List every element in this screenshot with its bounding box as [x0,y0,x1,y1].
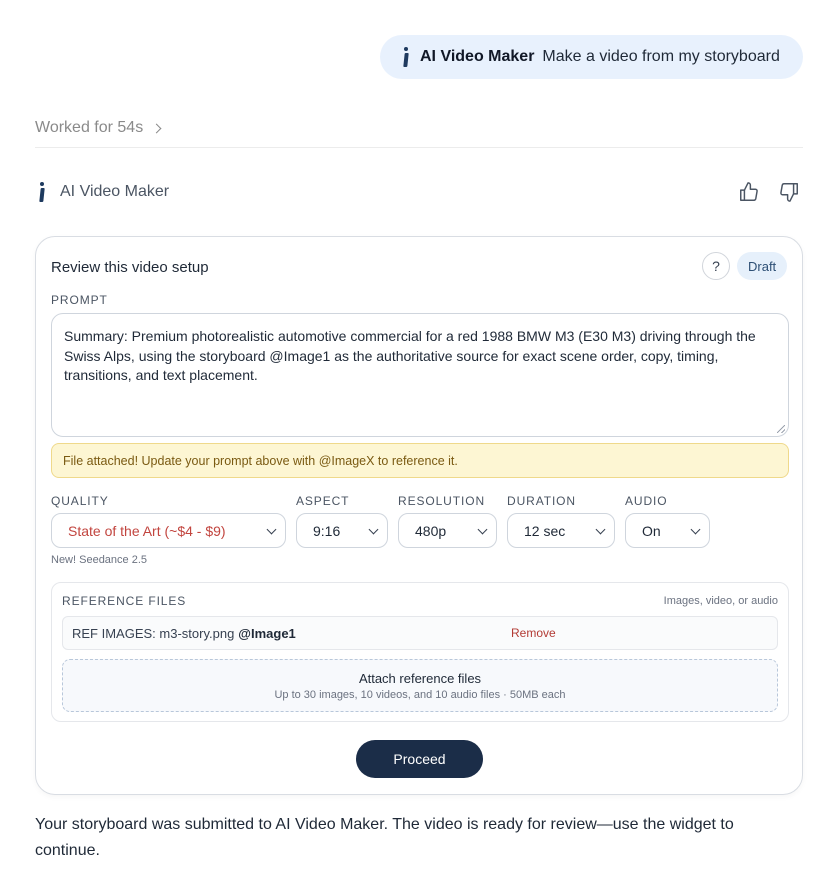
aspect-select[interactable] [296,513,388,548]
chevron-down-icon [691,525,701,535]
quality-value: State of the Art (~$4 - $9) [68,522,226,539]
chevron-down-icon [478,525,488,535]
assistant-response-text: Your storyboard was submitted to AI Video Maker. The video is ready for review—use the widget to continue. [35,816,734,859]
chevron-down-icon [369,525,379,535]
chevron-down-icon [596,525,606,535]
chevron-right-icon [152,123,162,133]
resolution-select[interactable] [398,513,497,548]
audio-value: On [642,522,661,539]
remove-file-button[interactable]: Remove [511,626,556,640]
quality-label: QUALITY [51,494,109,508]
reference-file-tag: @Image1 [238,625,296,641]
reference-files-hint: Images, video, or audio [663,595,778,607]
reference-file-name: REF IMAGES: m3-story.png [72,625,235,641]
quality-select[interactable] [51,513,286,548]
chevron-down-icon [267,525,277,535]
duration-value: 12 sec [524,522,566,539]
prompt-text: Summary: Premium photorealistic automotive commercial for a red 1988 BMW M3 (E30 M3) driving through the Swiss Alps, using the storyboard @Image1 as the authoritative source for exact scene order, copy, timing, transitions, and text placement. [64,328,756,383]
aspect-value: 9:16 [313,522,341,539]
duration-label: DURATION [507,494,576,508]
attach-files-title: Attach reference files [358,671,482,686]
thumbs-up-icon[interactable] [738,181,760,203]
model-note: New! Seedance 2.5 [51,554,148,566]
prompt-label: PROMPT [51,293,108,307]
app-info-icon [402,47,410,67]
app-info-icon [38,182,46,202]
worked-duration-toggle[interactable] [35,119,160,137]
video-setup-card [35,236,803,795]
reference-file-item [62,616,778,650]
assistant-name: AI Video Maker [60,183,170,200]
user-message-text: Make a video from my storyboard [542,48,780,65]
attachment-notice: File attached! Update your prompt above with @ImageX to reference it. [51,443,789,478]
reference-files-title: REFERENCE FILES [62,594,187,608]
divider [35,147,803,148]
attach-files-subtitle: Up to 30 images, 10 videos, and 10 audio files · 50MB each [274,689,566,701]
status-badge: Draft [737,252,787,280]
resolution-label: RESOLUTION [398,494,486,508]
thumbs-down-icon[interactable] [778,181,800,203]
prompt-textarea[interactable] [51,313,789,437]
attach-files-dropzone[interactable] [62,659,778,712]
audio-select[interactable] [625,513,710,548]
help-button[interactable]: ? [702,252,730,280]
user-message-app-name: AI Video Maker [420,48,535,65]
proceed-button[interactable]: Proceed [356,740,483,778]
aspect-label: ASPECT [296,494,350,508]
audio-label: AUDIO [625,494,668,508]
assistant-header [38,182,169,202]
reference-files-panel [51,582,789,722]
resolution-value: 480p [415,522,447,539]
card-title: Review this video setup [51,259,209,276]
duration-select[interactable] [507,513,615,548]
user-message-bubble [380,35,803,79]
resize-handle[interactable] [777,425,785,433]
worked-duration-label: Worked for 54s [35,119,144,136]
